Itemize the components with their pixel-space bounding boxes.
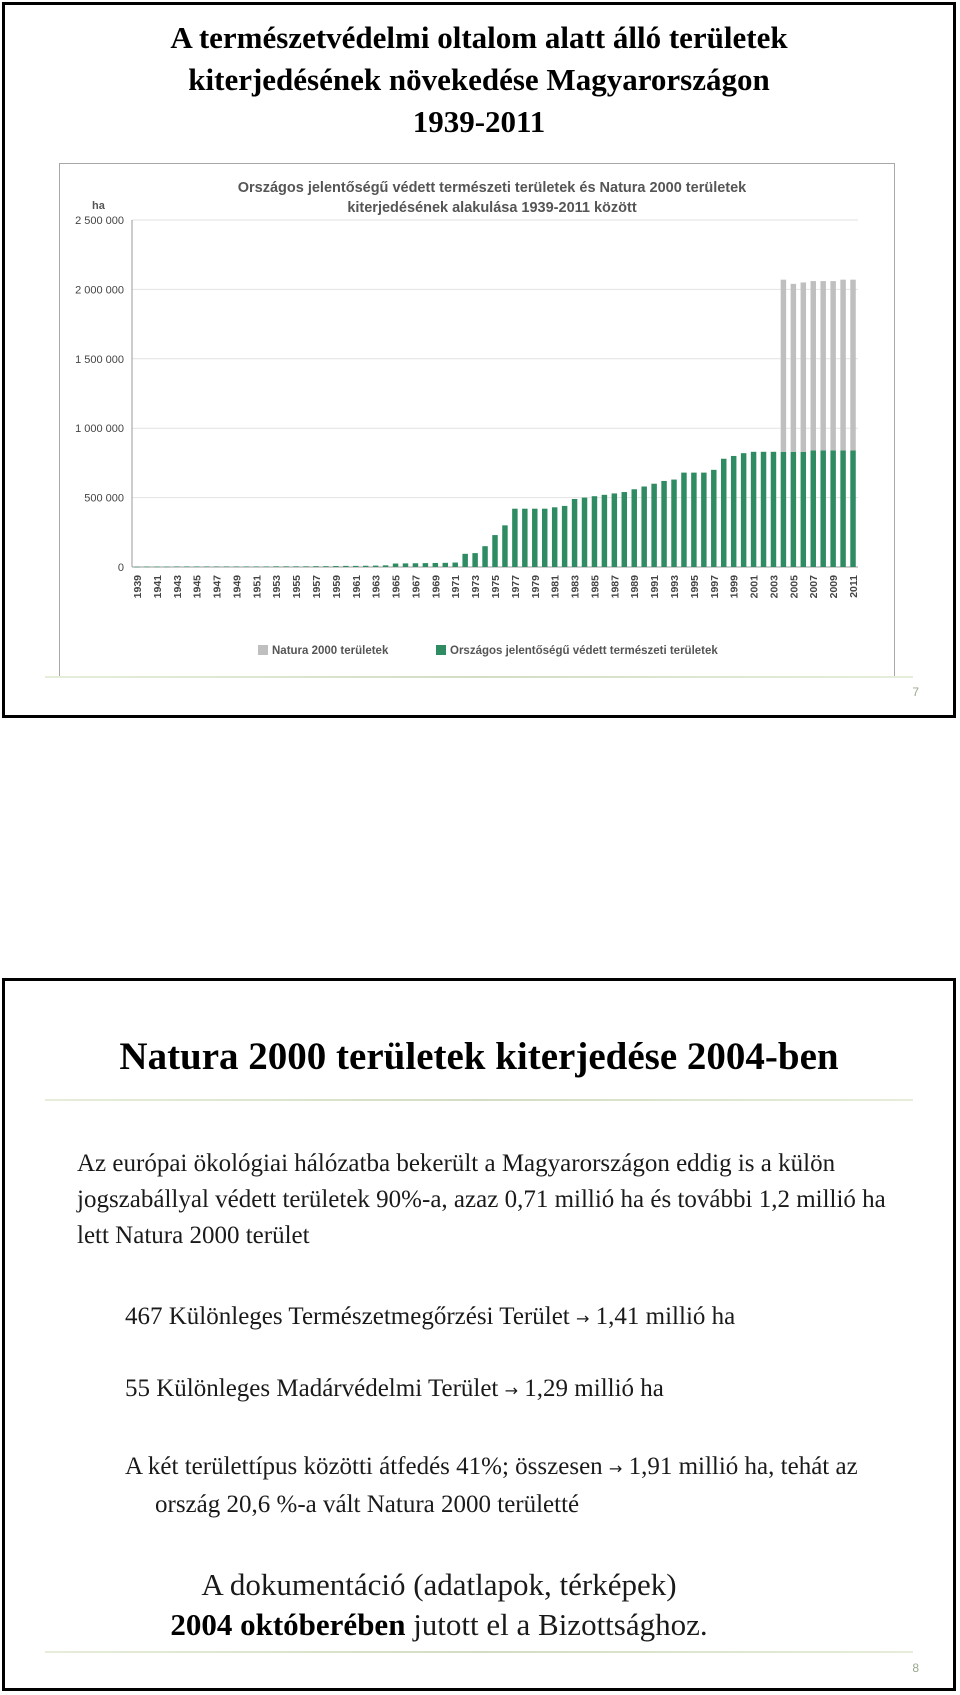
bar-protected — [761, 452, 766, 567]
bar-protected — [303, 566, 308, 567]
bar-protected — [452, 563, 457, 567]
x-tick-label: 2007 — [808, 575, 821, 599]
bar-protected — [820, 450, 825, 567]
x-tick-label: 2011 — [848, 575, 861, 598]
bar-protected — [234, 566, 239, 567]
bar-protected — [482, 546, 487, 567]
bar-protected — [293, 566, 298, 567]
x-tick-label: 1985 — [589, 575, 602, 599]
y-tick-label: 2 500 000 — [75, 215, 124, 227]
bar-protected — [144, 567, 149, 568]
bar-protected — [393, 564, 398, 567]
bar-protected — [443, 563, 448, 567]
bar-protected — [423, 563, 428, 567]
legend-swatch-protected — [436, 645, 446, 655]
sci-sites-text: 467 Különleges Természetmegőrzési Terület — [125, 1303, 570, 1330]
bar-protected — [512, 509, 517, 567]
bar-protected — [134, 567, 139, 568]
bar-natura — [781, 280, 786, 452]
x-tick-label: 1981 — [549, 575, 562, 599]
arrow-icon: → — [608, 1459, 623, 1478]
x-tick-label: 1957 — [310, 575, 323, 599]
x-tick-label: 1965 — [390, 575, 403, 599]
intro-paragraph: Az európai ökológiai hálózatba bekerült a Magyarországon eddig is a külön jogszabállyal védett területek 90%-a, azaz 0,71 millió ha és további 1,2 millió ha lett Natura 2000 terület — [77, 1150, 886, 1249]
slide-2 — [2, 978, 956, 1691]
x-tick-label: 1993 — [669, 575, 682, 599]
bar-protected — [661, 481, 666, 567]
slide-1-page-number: 7 — [912, 685, 919, 699]
bar-protected — [403, 563, 408, 567]
bar-protected — [681, 473, 686, 567]
bar-protected — [244, 566, 249, 567]
x-tick-label: 2003 — [768, 575, 781, 599]
x-tick-label: 1975 — [490, 575, 502, 599]
bar-protected — [204, 566, 209, 567]
bar-protected — [363, 566, 368, 567]
bar-protected — [273, 566, 278, 567]
chart — [59, 163, 895, 677]
bar-protected — [502, 525, 507, 567]
x-tick-label: 2005 — [788, 575, 801, 599]
bar-protected — [751, 452, 756, 567]
slide-1-title-line-2: kiterjedésének növekedése Magyarországon — [188, 62, 770, 97]
bar-protected — [313, 566, 318, 567]
bar-protected — [154, 567, 159, 568]
bar-protected — [184, 566, 189, 567]
slide-1 — [2, 2, 956, 718]
bar-protected — [801, 452, 806, 567]
x-tick-label: 1977 — [509, 575, 522, 599]
overlap-total: 1,91 millió ha, tehát az ország 20,6 %-a vált Natura 2000 területté — [155, 1453, 858, 1518]
sci-sites-line — [125, 1299, 935, 1337]
bar-protected — [602, 495, 607, 567]
bar-protected — [413, 563, 418, 567]
bar-protected — [353, 566, 358, 567]
bar-protected — [333, 566, 338, 567]
x-tick-label: 1989 — [629, 575, 642, 599]
bar-protected — [562, 506, 567, 567]
bar-protected — [472, 553, 477, 567]
documentation-rest: jutott el a Bizottsághoz. — [413, 1607, 708, 1642]
bar-protected — [791, 452, 796, 567]
slide-1-title — [5, 17, 953, 143]
y-tick-label: 1 500 000 — [75, 353, 124, 366]
x-tick-label: 1987 — [609, 575, 622, 599]
bar-protected — [552, 507, 557, 567]
bar-protected — [283, 566, 288, 567]
bar-protected — [254, 566, 259, 567]
x-tick-label: 1945 — [191, 575, 204, 599]
bar-natura — [801, 282, 806, 451]
x-tick-label: 1991 — [649, 575, 662, 599]
x-tick-label: 1941 — [151, 575, 164, 599]
bar-natura — [811, 281, 816, 450]
bar-protected — [214, 566, 219, 567]
bar-protected — [532, 509, 537, 567]
bar-protected — [323, 566, 328, 567]
bar-protected — [542, 509, 547, 567]
bar-protected — [383, 565, 388, 567]
bar-protected — [771, 452, 776, 567]
y-tick-label: 0 — [117, 562, 124, 574]
bar-protected — [224, 566, 229, 567]
spa-sites-area: 1,29 millió ha — [524, 1375, 664, 1402]
x-tick-label: 1963 — [370, 575, 383, 599]
x-tick-label: 1955 — [291, 575, 304, 599]
x-tick-label: 1969 — [430, 575, 443, 599]
bar-natura — [820, 281, 825, 450]
legend-swatch-natura — [258, 645, 268, 655]
bar-protected — [582, 498, 587, 567]
bar-protected — [731, 456, 736, 567]
bar-protected — [592, 496, 597, 567]
x-tick-label: 1995 — [688, 575, 701, 599]
bar-protected — [373, 566, 378, 567]
documentation-date: 2004 októberében — [170, 1607, 406, 1642]
chart-title-line-2: kiterjedésének alakulása 1939-2011 között — [347, 200, 637, 216]
bar-protected — [622, 492, 627, 567]
bar-protected — [631, 489, 636, 567]
chart-title-line-1: Országos jelentőségű védett természeti területek és Natura 2000 területek — [237, 180, 747, 196]
x-tick-label: 1967 — [410, 575, 423, 599]
chart-y-axis-label: ha — [92, 200, 105, 212]
x-tick-label: 1949 — [231, 575, 244, 599]
x-tick-label: 1979 — [529, 575, 542, 599]
bar-protected — [691, 473, 696, 567]
bar-protected — [174, 566, 179, 567]
x-tick-label: 1997 — [708, 575, 721, 599]
bar-protected — [830, 450, 835, 567]
bar-natura — [830, 281, 835, 450]
x-tick-label: 1947 — [211, 575, 224, 599]
bar-natura — [791, 284, 796, 452]
legend-label-natura: Natura 2000 területek — [272, 645, 389, 657]
x-tick-label: 1959 — [330, 575, 343, 599]
chart-plot — [60, 164, 894, 676]
x-tick-label: 1951 — [251, 575, 264, 599]
slide-1-title-line-1: A természetvédelmi oltalom alatt álló területek — [170, 20, 788, 55]
x-tick-label: 1943 — [171, 575, 184, 599]
slide-2-footer-rule — [45, 1651, 913, 1653]
arrow-icon: → — [504, 1381, 519, 1400]
overlap-line — [125, 1449, 915, 1523]
bar-protected — [840, 450, 845, 567]
documentation-line-2 — [0, 1605, 953, 1645]
bar-protected — [522, 509, 527, 567]
bar-protected — [572, 499, 577, 567]
bar-protected — [433, 563, 438, 567]
bar-protected — [651, 484, 656, 567]
x-tick-label: 1999 — [728, 575, 741, 599]
slide-1-footer-rule — [45, 676, 913, 678]
x-tick-label: 1973 — [470, 575, 483, 599]
bar-protected — [264, 566, 269, 567]
bar-protected — [811, 450, 816, 567]
y-tick-label: 2 000 000 — [75, 284, 124, 297]
bar-protected — [671, 480, 676, 567]
x-tick-label: 2001 — [748, 575, 761, 599]
bar-protected — [711, 470, 716, 567]
legend-label-protected: Országos jelentőségű védett természeti területek — [450, 645, 718, 657]
bar-protected — [781, 452, 786, 567]
bar-protected — [462, 554, 467, 567]
y-tick-label: 1 000 000 — [75, 423, 124, 436]
bar-protected — [721, 459, 726, 567]
bar-protected — [641, 486, 646, 567]
bar-protected — [612, 493, 617, 567]
y-tick-label: 500 000 — [84, 492, 124, 505]
x-tick-label: 2009 — [828, 575, 841, 599]
bar-protected — [850, 450, 855, 567]
spa-sites-line — [125, 1371, 905, 1409]
x-tick-label: 1983 — [569, 575, 582, 599]
bar-protected — [164, 567, 169, 568]
slide-1-title-line-3: 1939-2011 — [412, 104, 546, 139]
sci-sites-area: 1,41 millió ha — [595, 1303, 736, 1330]
bar-protected — [492, 535, 497, 567]
bar-protected — [741, 453, 746, 567]
bar-natura — [850, 280, 855, 451]
spa-sites-text: 55 Különleges Madárvédelmi Terület — [125, 1375, 499, 1402]
bar-protected — [194, 566, 199, 567]
slide-2-title-rule — [45, 1099, 913, 1101]
overlap-text: A két területtípus közötti átfedés 41%; összesen — [125, 1453, 603, 1480]
arrow-icon: → — [576, 1309, 590, 1328]
x-tick-label: 1971 — [450, 575, 463, 599]
bar-protected — [701, 473, 706, 567]
x-tick-label: 1961 — [350, 575, 363, 599]
bar-protected — [343, 566, 348, 567]
slide-2-page-number: 8 — [912, 1661, 919, 1675]
documentation-line-1: A dokumentáció (adatlapok, térképek) — [201, 1567, 677, 1602]
bar-natura — [840, 280, 845, 451]
x-tick-label: 1939 — [131, 575, 144, 599]
slide-2-title: Natura 2000 területek kiterjedése 2004-ben — [119, 1035, 839, 1078]
x-tick-label: 1953 — [271, 575, 284, 599]
